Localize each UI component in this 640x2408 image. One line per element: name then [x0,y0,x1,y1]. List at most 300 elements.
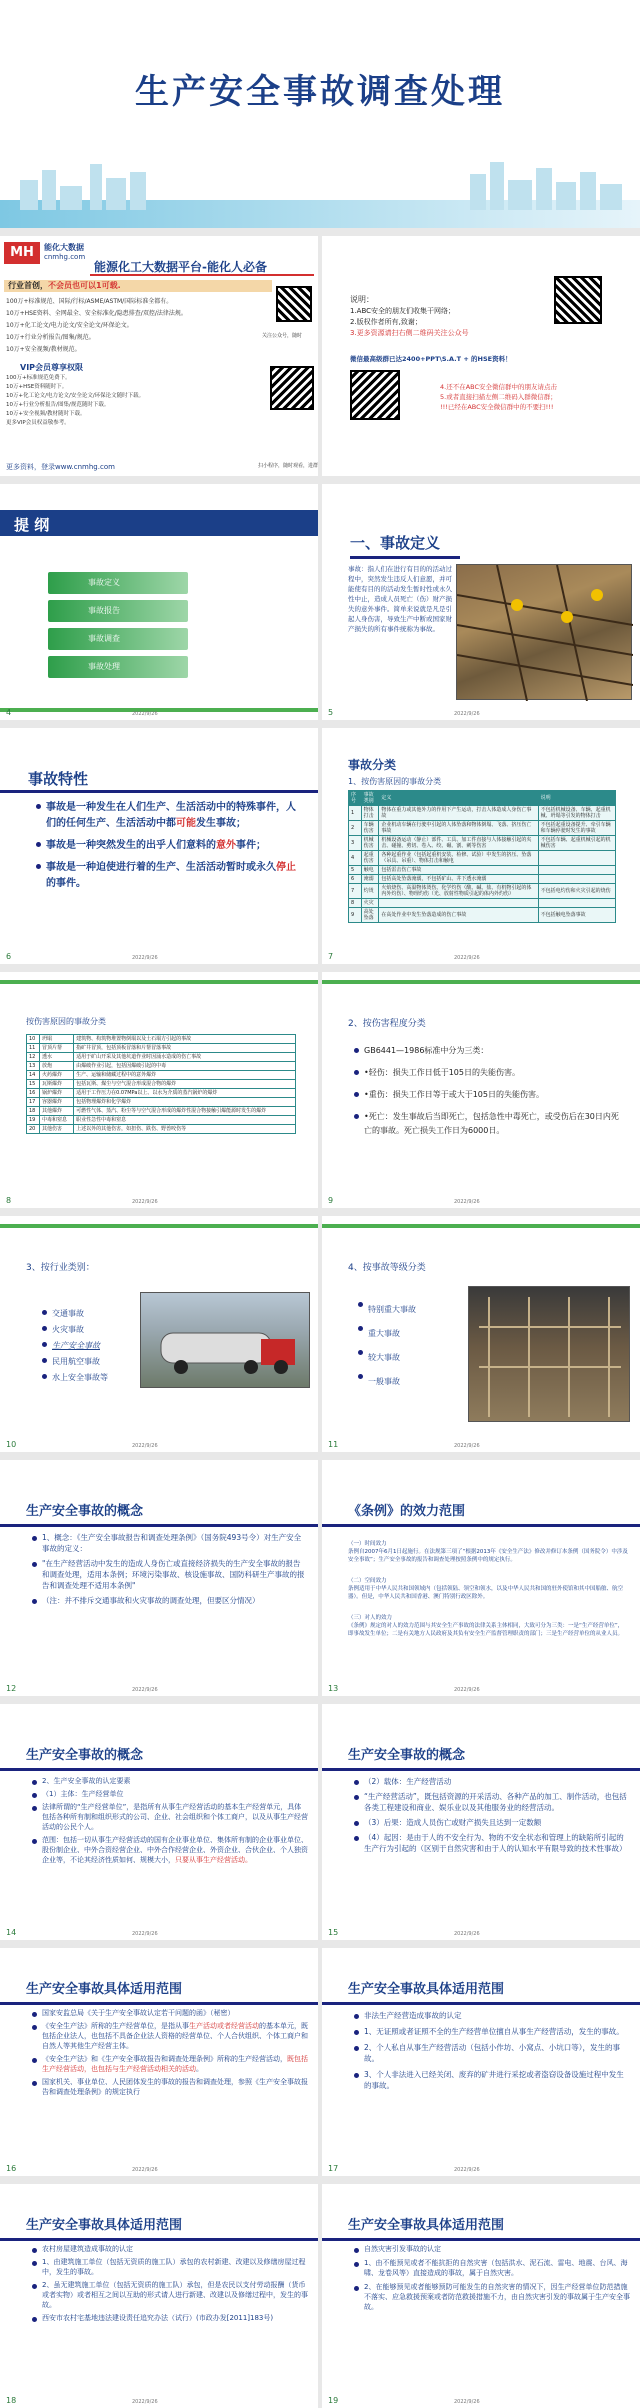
cell: 包括雷击伤亡事故 [379,866,538,875]
cell: 起重伤害 [361,851,379,866]
cell [538,866,615,875]
notes-lines [350,306,550,339]
industry-sub: 3、按行业类别： [26,1263,95,1273]
characteristic-item [34,838,304,854]
concept-title: 生产安全事故的概念 [348,1748,466,1763]
cell: 其他爆炸 [39,1107,73,1116]
outline-item-1[interactable] [48,572,188,594]
page-number: 17 [328,2164,339,2173]
cell [379,899,538,908]
cell: 17 [27,1098,40,1107]
page-number: 5 [328,708,334,717]
outline-item-label: 事故定义 [88,578,120,587]
header-red-line [90,274,314,276]
feature-item: 10万+安全视频/教材规范。 [6,346,81,353]
slide-date: 2022/9/26 [454,955,480,961]
item-highlight: 意外 [216,840,236,851]
slide-date: 2022/9/26 [454,2399,480,2405]
brand-small-label: 能化大数据 [44,243,84,252]
feature-item: 10万+化工论文/电力论文/安全论文/环保论文。 [6,322,133,329]
entry-banner [4,280,272,292]
item-text: 事故是一种迫使进行着的生产、生活活动暂时或永久 [46,862,276,873]
table-row [27,1044,296,1053]
item-text: 《安全生产法》和《生产安全事故报告和调查处理条例》所称的生产经营活动， [42,2055,287,2063]
slide-concept-2 [0,1704,318,1940]
qr-code-1[interactable] [276,286,312,322]
vip-item: 10万+行业分析报告/图集/规范随时下载。 [6,402,110,408]
cell: 20 [27,1125,40,1134]
page-number: 9 [328,1196,334,1205]
cell: 不包括起重设备提升、牵引车辆和车辆停驶时发生的事故 [538,821,615,836]
photo-tanker-truck [141,1293,311,1389]
cell: 不包括机械设备、车辆、起重机械、坍塌等引发的物体打击 [538,806,615,821]
page-number: 7 [328,952,334,961]
industry-item: 生产安全事故 [40,1338,150,1354]
cell: 10 [27,1035,40,1044]
slide-date: 2022/9/26 [454,1199,480,1205]
item-text: 。 [196,2065,203,2073]
cell: 1 [349,806,362,821]
definition-underline [350,556,460,559]
slide-date: 2022/9/26 [132,1687,158,1693]
slide-scope-apply-4 [322,2184,640,2408]
concept-item: "在生产经营活动中发生的造成人身伤亡或直接经济损失的生产安全事故的报告和调查处理，适用本条例；环境污染事故、核设施事故、国防科研生产事故的报告和调查处理不适用本条例" [30,1558,306,1591]
slide-date: 2022/9/26 [454,2167,480,2173]
apply-item: 1、由不能预见或者不能抗拒的自然灾害（包括洪水、泥石流、雷电、地震、台风、海啸、龙卷风等）直接造成的事故，属于自然灾害。 [352,2258,630,2278]
slide-scope [322,1460,640,1696]
slide-classification-cont [0,972,318,1208]
scope-title: 《条例》的效力范围 [348,1504,466,1519]
table-row [349,821,616,836]
apply-item: 2、个人私自从事生产经营活动（包括小作坊、小窝点、小坑口等），发生的事故。 [352,2042,630,2064]
cell: 在高处作业中发生坠落造成的伤亡事故 [379,908,538,923]
cell: 由爆破作业引起，包括因爆破引起的中毒 [74,1062,296,1071]
slide-scope-apply-3 [0,2184,318,2408]
cell: 包括瓦斯、煤尘与空气混合形成混合物的爆炸 [74,1080,296,1089]
slide-date: 2022/9/26 [132,955,158,961]
characteristic-item [34,860,304,892]
table-row [349,836,616,851]
col-header: 事故类别 [361,791,379,806]
notes-qr-left[interactable] [350,370,400,420]
cell: 瓦斯爆炸 [39,1080,73,1089]
industry-item: 交通事故 [40,1306,150,1322]
concept-item: （1）主体：生产经营单位 [30,1789,308,1799]
cell: 中毒和窒息 [39,1116,73,1125]
industry-item: 民用航空事故 [40,1354,150,1370]
classification-cont-sub: 按伤害原因的事故分类 [26,1017,106,1026]
title-underline [0,1524,318,1527]
table-row [27,1035,296,1044]
slide-notes [322,236,640,476]
level-item: 一般事故 [356,1370,466,1394]
concept-item: （注：并不排斥交通事故和火灾事故的调查处理，但要区分情况） [30,1595,306,1606]
title-underline [0,1768,318,1771]
slide-outline [0,484,318,720]
apply-item: 非法生产经营造成事故的认定 [352,2010,630,2021]
cell: 火药爆炸 [39,1071,73,1080]
cell: 适用于矿山开采及其他坑道作业时因涌水造成的伤亡事故 [74,1053,296,1062]
definition-title: 一、事故定义 [350,534,441,552]
apply-item: 1、由建筑施工单位（包括无资质的施工队）承包的农村新建、改建以及修缮房屋过程中，发生的事故。 [30,2257,308,2277]
cell: 5 [349,866,362,875]
characteristics-title: 事故特性 [28,770,89,788]
cell: 淹溺 [361,875,379,884]
concept-list [30,1532,306,1606]
definition-body: 事故：指人们在进行有目的的活动过程中，突然发生违反人们意愿，并可能使有目的的活动发生暂时性或永久性中止，造成人员死亡（伤）财产损失的意外事件。简单来说就是凡是引起人身伤害，导致生产中断或国家财产损失的所有事件统称为事故。 [348,565,452,633]
slide-title-text: 生产安全事故调查处理 [135,72,505,112]
apply-item: 农村房屋建筑造成事故的认定 [30,2244,308,2254]
apply-item: 2、虽无建筑施工单位（包括无资质的施工队）承包，但是农民以支付劳动报酬（货币或者实物）或者相互之间以互助的形式请人进行新建、改建以及修缮过程中，发生的事故。 [30,2280,308,2310]
concept-item: “生产经营活动”，既包括资源的开采活动、各种产品的加工、制作活动，也包括各类工程建设和商业、娱乐业以及其他服务业的经营活动。 [352,1791,630,1813]
classification-sub: 1、按伤害原因的事故分类 [348,777,442,786]
cell: 不包括车辆、起重机械引起的机械伤害 [538,836,615,851]
cell: 冒顶片帮 [39,1044,73,1053]
item-text: 事故是一种发生在人们生产、生活活动中的特殊事件，人们的任何生产、生活活动中都 [46,802,296,829]
table-row [349,851,616,866]
qr-code-2[interactable] [270,366,314,410]
table-row [27,1062,296,1071]
apply-title: 生产安全事故具体适用范围 [26,2218,183,2233]
slide-date: 2022/9/26 [132,1199,158,1205]
outline-green-bar [0,708,318,712]
outline-item-label: 事故报告 [88,606,120,615]
item-text: 的事件。 [46,878,86,889]
table-row [27,1080,296,1089]
vip-item: 10万+安全视频/教材随时下载。 [6,411,86,417]
apply-title: 生产安全事故具体适用范围 [348,1982,505,1997]
cell: 15 [27,1080,40,1089]
item-text: 的基本单元，既包括企业法人，也包括不具备企业法人资格的经营单位、个人合伙组织、个体工商户和自然人等其他生产经营主体。 [42,2022,308,2050]
apply-list [352,2010,630,2091]
severity-item: •轻伤：损失工作日低于105日的失能伤害。 [352,1066,624,1080]
top-green-bar [0,1224,318,1228]
vip-item: 10万+化工论文/电力论文/安全论文/环保论文随时下载。 [6,393,145,399]
item-highlight: 可能 [176,818,196,829]
cell: 4 [349,851,362,866]
page-number: 14 [6,1928,17,1937]
concept-title: 生产安全事故的概念 [26,1504,144,1519]
traffic-accident-photo [140,1292,310,1388]
page-number: 13 [328,1684,339,1693]
title-underline [322,2238,640,2241]
table-row [27,1116,296,1125]
page-number: 19 [328,2396,339,2405]
notes-qr-right[interactable] [554,276,602,324]
page-number: 15 [328,1928,339,1937]
cell: 火焰烧伤、高温物体烫伤、化学灼伤（酸、碱、盐、有机物引起的体内外灼伤）、物理灼伤（光、放射性物质引起的体内外灼伤） [379,884,538,899]
concept-item: （2）载体：生产经营活动 [352,1776,630,1787]
cell: 适用于工作压力在0.07MPa以上、以水为介质的蒸汽锅炉的爆炸 [74,1089,296,1098]
feature-item: 10万+HSE资料、全网最全、安全标准化/隐患排查/双控/法律法规。 [6,310,187,317]
slide-date: 2022/9/26 [132,2399,158,2405]
cell: 触电 [361,866,379,875]
slide-date: 2022/9/26 [132,2167,158,2173]
cell: 包括高处坠落淹溺，不包括矿山、井下透水淹溺 [379,875,538,884]
cell: 放炮 [39,1062,73,1071]
cell: 2 [349,821,362,836]
title-underline [0,2002,318,2005]
construction-photo [456,564,632,700]
scope-para: （一）时间效力 条例自2007年6月1日起施行。在法规第三项了“根据2013年《安全生产法》修改并修订本条例（国务院令）中涉及安全事故”；生产安全事故的报告和调查处理按照条例中的规定执行。 [348,1541,628,1563]
col-header: 定义 [379,791,538,806]
scope-para: （三）对人的效力 《条例》规定的对人的效力范围与其安全生产事故的法律关系主体相同，大致可分为三类：一是“生产经营单位”，即事故发生单位；二是有关地方人民政府及其负有安全生产监督管理职责的部门；三是生产经营单位的从业人员。 [348,1615,624,1637]
item-text: 事件； [236,840,266,851]
cell [538,851,615,866]
apply-list [30,2244,308,2323]
cell: 指矿井冒顶，包括顶板冒落和片帮冒落事故 [74,1044,296,1053]
brand-url-logo: cnmhg.com [44,253,86,261]
apply-item [30,2021,308,2051]
top-green-bar [322,980,640,984]
cell: 包括物理爆炸和化学爆炸 [74,1098,296,1107]
industry-list [40,1306,150,1386]
page-number: 10 [6,1440,17,1449]
table-row [349,908,616,923]
classification-title: 事故分类 [348,758,397,772]
concept-title: 生产安全事故的概念 [26,1748,144,1763]
characteristics-underline [0,790,318,793]
notes-red-lines [440,382,636,412]
red-line: 4.还不在ABC安全微信群中的朋友请点击 [440,383,558,391]
cell: 容器爆炸 [39,1098,73,1107]
apply-item: 1、无证照或者证照不全的生产经营单位擅自从事生产经营活动，发生的事故。 [352,2026,630,2037]
item-highlight: 停止 [276,862,296,873]
note-line: 1.ABC安全的朋友们收集干网络； [350,307,456,315]
apply-list [30,2008,308,2097]
table-row [27,1125,296,1134]
apply-item: 西安市农村宅基地违法建设责任追究办法（试行）(市政办发[2011]183号) [30,2313,308,2323]
cell: 19 [27,1116,40,1125]
concept-item: 2、生产安全事故的认定要素 [30,1776,308,1786]
cell: 机械设备运动（静止）部件、工具、加工件直接与人体接触引起的夹击、碰撞、剪切、卷入、绞、碾、割、刺等伤害 [379,836,538,851]
concept-item: 法律所谓的“生产经营单位”，是指所有从事生产经营活动的基本生产经营单元，具体包括各种所有制和组织形式的公司、企业、社会组织和个体工商户，以及从事生产经营活动的公民个人。 [30,1802,308,1832]
table-row [27,1053,296,1062]
photo-rebar-lines [457,565,633,701]
apply-item: 2、在能够预见或者能够预防可能发生的自然灾害的情况下，因生产经营单位防范措施不落实、应急救援预案或者防范救援措施不力，由自然灾害引发的事故属于生产安全事故。 [352,2282,630,2312]
cell: 7 [349,884,362,899]
apply-list [352,2244,630,2312]
severity-item: •重伤：损失工作日等于或大于105日的失能伤害。 [352,1088,624,1102]
severity-item: •死亡：发生事故后当即死亡，包括急性中毒死亡，或受伤后在30日内死亡的事故。死亡损失工作日为6000日。 [352,1110,624,1138]
item-text: 事故是一种突然发生的出乎人们意料的 [46,840,216,851]
scope-paras [348,1532,628,1646]
outline-item-4[interactable] [48,656,188,678]
cell: 13 [27,1062,40,1071]
page-number: 11 [328,1440,339,1449]
outline-item-label: 事故调查 [88,634,120,643]
page-number: 8 [6,1196,12,1205]
cell: 机械伤害 [361,836,379,851]
characteristic-item [34,800,304,832]
cell [538,899,615,908]
page-number: 4 [6,708,12,717]
table-row [349,884,616,899]
cell: 建筑物、构筑物堆置物倒塌以及土石塌方引起的事故 [74,1035,296,1044]
cell: 8 [349,899,362,908]
outline-item-2[interactable] [48,600,188,622]
outline-list [48,572,188,684]
cell: 锅炉爆炸 [39,1089,73,1098]
slide-concept-1 [0,1460,318,1696]
cell: 各种起重作业（包括起重机安装、检修、试验）中发生的挤压、坠落（吊具、吊重）、物体打击和触电 [379,851,538,866]
note-line: 2.版权作者所有,致谢； [350,318,422,326]
note-line-red: 3.更多资源请扫右侧二维码关注公众号 [350,329,469,337]
cell: 物体打击 [361,806,379,821]
item-highlight: 生产活动或者经营活动 [189,2022,259,2030]
outline-item-3[interactable] [48,628,188,650]
severity-item: GB6441—1986标准中分为三类： [352,1044,624,1058]
table-row [349,875,616,884]
slide-platform-ad [0,236,318,476]
apply-item [30,2008,308,2018]
concept-item: 1、概念：《生产安全事故报告和调查处理条例》（国务院493号令）对生产安全事故的定义： [30,1532,306,1554]
cell: 上述以外的其他伤害，如扭伤、跌伤、野兽咬伤等 [74,1125,296,1134]
apply-item: 自然灾害引发事故的认定 [352,2244,630,2254]
entry-banner-red: 不会员也可以1可载. [48,281,121,290]
cell [538,875,615,884]
classification-cont-table [26,1034,296,1134]
page-number: 16 [6,2164,17,2173]
vip-list [6,374,196,428]
collapse-site-photo [468,1286,630,1422]
cell: 不包括触电坠落事故 [538,908,615,923]
item-text: 范围：包括一切从事生产经营活动的国有企业事业单位、集体所有制的企业事业单位、股份制企业、中外合资经营企业、中外合作经营企业、外资企业、合伙企业、个人独资企业等，不论其经济性质如何、规模大小， [42,1836,308,1864]
vip-item: 100万+标准规范免费下。 [6,375,71,381]
feature-list [6,296,276,356]
slide-concept-3 [322,1704,640,1940]
slide-date: 2022/9/26 [454,1931,480,1937]
industry-item: 水上安全事故等 [40,1370,150,1386]
table-row [27,1071,296,1080]
cell: 职业性急性中毒和窒息 [74,1116,296,1125]
page-number: 6 [6,952,12,961]
red-line: !!!已经在ABC安全微信群中的不要扫!!! [440,403,554,411]
cell: 6 [349,875,362,884]
cell: 企业机动车辆在行驶中引起的人体坠落和物体倒塌、飞落、挤压伤亡事故 [379,821,538,836]
cell: 16 [27,1089,40,1098]
apply-item [30,2054,308,2074]
slide-characteristics [0,728,318,964]
cell: 11 [27,1044,40,1053]
item-text: 《安全生产法》所称的生产经营单位，是指从事 [42,2022,189,2030]
slide-scope-apply-2 [322,1948,640,2176]
table-row [27,1107,296,1116]
top-green-bar [322,1224,640,1228]
cell: 高处坠落 [361,908,379,923]
item-text: 国家安监总局《关于生产安全事故认定若干问题的函》（秘密） [42,2009,235,2017]
table-row [349,899,616,908]
concept-list [352,1776,630,1854]
slide-date: 2022/9/26 [454,711,480,717]
level-item: 较大事故 [356,1346,466,1370]
severity-sub: 2、按伤害程度分类 [348,1019,426,1029]
concept-item: （3）后果：造成人员伤亡或财产损失且达到一定数额 [352,1817,630,1828]
feature-item: 100万+标准规范、国际/行标/ASME/ASTM/国际标准全都有。 [6,298,173,305]
slide-title [0,0,640,228]
item-highlight: 既包括生产经营活动，也包括与生产经营活动相关的活动 [42,2055,308,2073]
apply-item [30,2077,308,2097]
cityscape-decoration [0,150,640,210]
cell: 不包括电灼伤和火灾引起的烧伤 [538,884,615,899]
cell: 14 [27,1071,40,1080]
vip-item: 10万+HSE资料随时下。 [6,384,68,390]
cell: 其他伤害 [39,1125,73,1134]
red-line: 5.或者直接扫描左侧二维码入群微信群； [440,393,557,401]
platform-title: 能源化工大数据平台-能化人必备 [94,260,267,274]
scope-para: （二）空间效力 条例适用于中华人民共和国领域内（包括领陆、领空和领水，以及中华人民共和国的驻外使馆和其中国船舶、航空器）。但是，中华人民共和国香港、澳门特别行政区除外。 [348,1578,624,1600]
qr-caption-2: 扫小程序，随时观看，进群 [258,463,318,469]
promo-line: 微信最高级群已达2400+PPT\S.A.T + 的HSE资料！ [350,355,512,363]
outline-item-label: 事故处理 [88,662,120,671]
vip-item: 更多VIP会员权益敬参考。 [6,420,70,426]
characteristics-list [34,800,304,892]
apply-item: 3、个人非法进入已经关闭、废弃的矿井进行采挖或者盗窃设备设施过程中发生的事故。 [352,2069,630,2091]
slide-levels [322,1216,640,1452]
title-underline [0,2238,318,2241]
notes-heading: 说明： [350,295,374,304]
industry-item: 火灾事故 [40,1322,150,1338]
cell: 物体在重力或其他外力的作用下产生运动，打击人体造成人身伤亡事故 [379,806,538,821]
top-green-bar [0,980,318,984]
col-header: 说明 [538,791,615,806]
table-row [27,1089,296,1098]
table-row [27,1098,296,1107]
entry-banner-text: 行业首创， [8,281,48,290]
footer-link[interactable]: 更多资料，登录www.cnmhg.com [6,463,115,471]
photo-scaffold-lines [469,1287,631,1423]
item-highlight: 只要从事生产经营活动。 [175,1856,252,1864]
table-row [349,806,616,821]
item-text: 国家机关、事业单位、人民团体发生的事故的报告和调查处理，参照《生产安全事故报告和调查处理条例》的规定执行 [42,2078,308,2096]
levels-list [356,1298,466,1394]
slide-date: 2022/9/26 [132,1443,158,1449]
col-header: 序号 [349,791,362,806]
title-underline [322,1524,640,1527]
apply-title: 生产安全事故具体适用范围 [26,1982,183,1997]
feature-item: 10万+行业分析报告/图集/规范。 [6,334,95,341]
levels-sub: 4、按事故等级分类 [348,1263,426,1273]
cell: 坍塌 [39,1035,73,1044]
item-text: 发生事故； [196,818,246,829]
slide-date: 2022/9/26 [454,1687,480,1693]
vip-title: VIP会员尊享权限 [20,363,84,372]
slide-industry [0,1216,318,1452]
cell: 车辆伤害 [361,821,379,836]
level-item: 特别重大事故 [356,1298,466,1322]
page-number: 18 [6,2396,17,2405]
slide-classification [322,728,640,964]
concept-list [30,1776,308,1865]
title-underline [322,2002,640,2005]
cell: 透水 [39,1053,73,1062]
apply-title: 生产安全事故具体适用范围 [348,2218,505,2233]
slide-date: 2022/9/26 [132,1931,158,1937]
slide-scope-apply-1 [0,1948,318,2176]
severity-list [352,1044,624,1138]
cell: 灼烫 [361,884,379,899]
level-item: 重大事故 [356,1322,466,1346]
cell: 可燃性气体、蒸汽、粉尘等与空气混合形成的爆炸性混合物接触引爆能源时发生的爆炸 [74,1107,296,1116]
cell: 火灾 [361,899,379,908]
slide-severity [322,972,640,1208]
outline-title: 提 纲 [14,516,50,534]
title-underline [322,1768,640,1771]
slide-definition [322,484,640,720]
cell: 9 [349,908,362,923]
brand-logo: MH [4,242,40,264]
table-row [349,866,616,875]
